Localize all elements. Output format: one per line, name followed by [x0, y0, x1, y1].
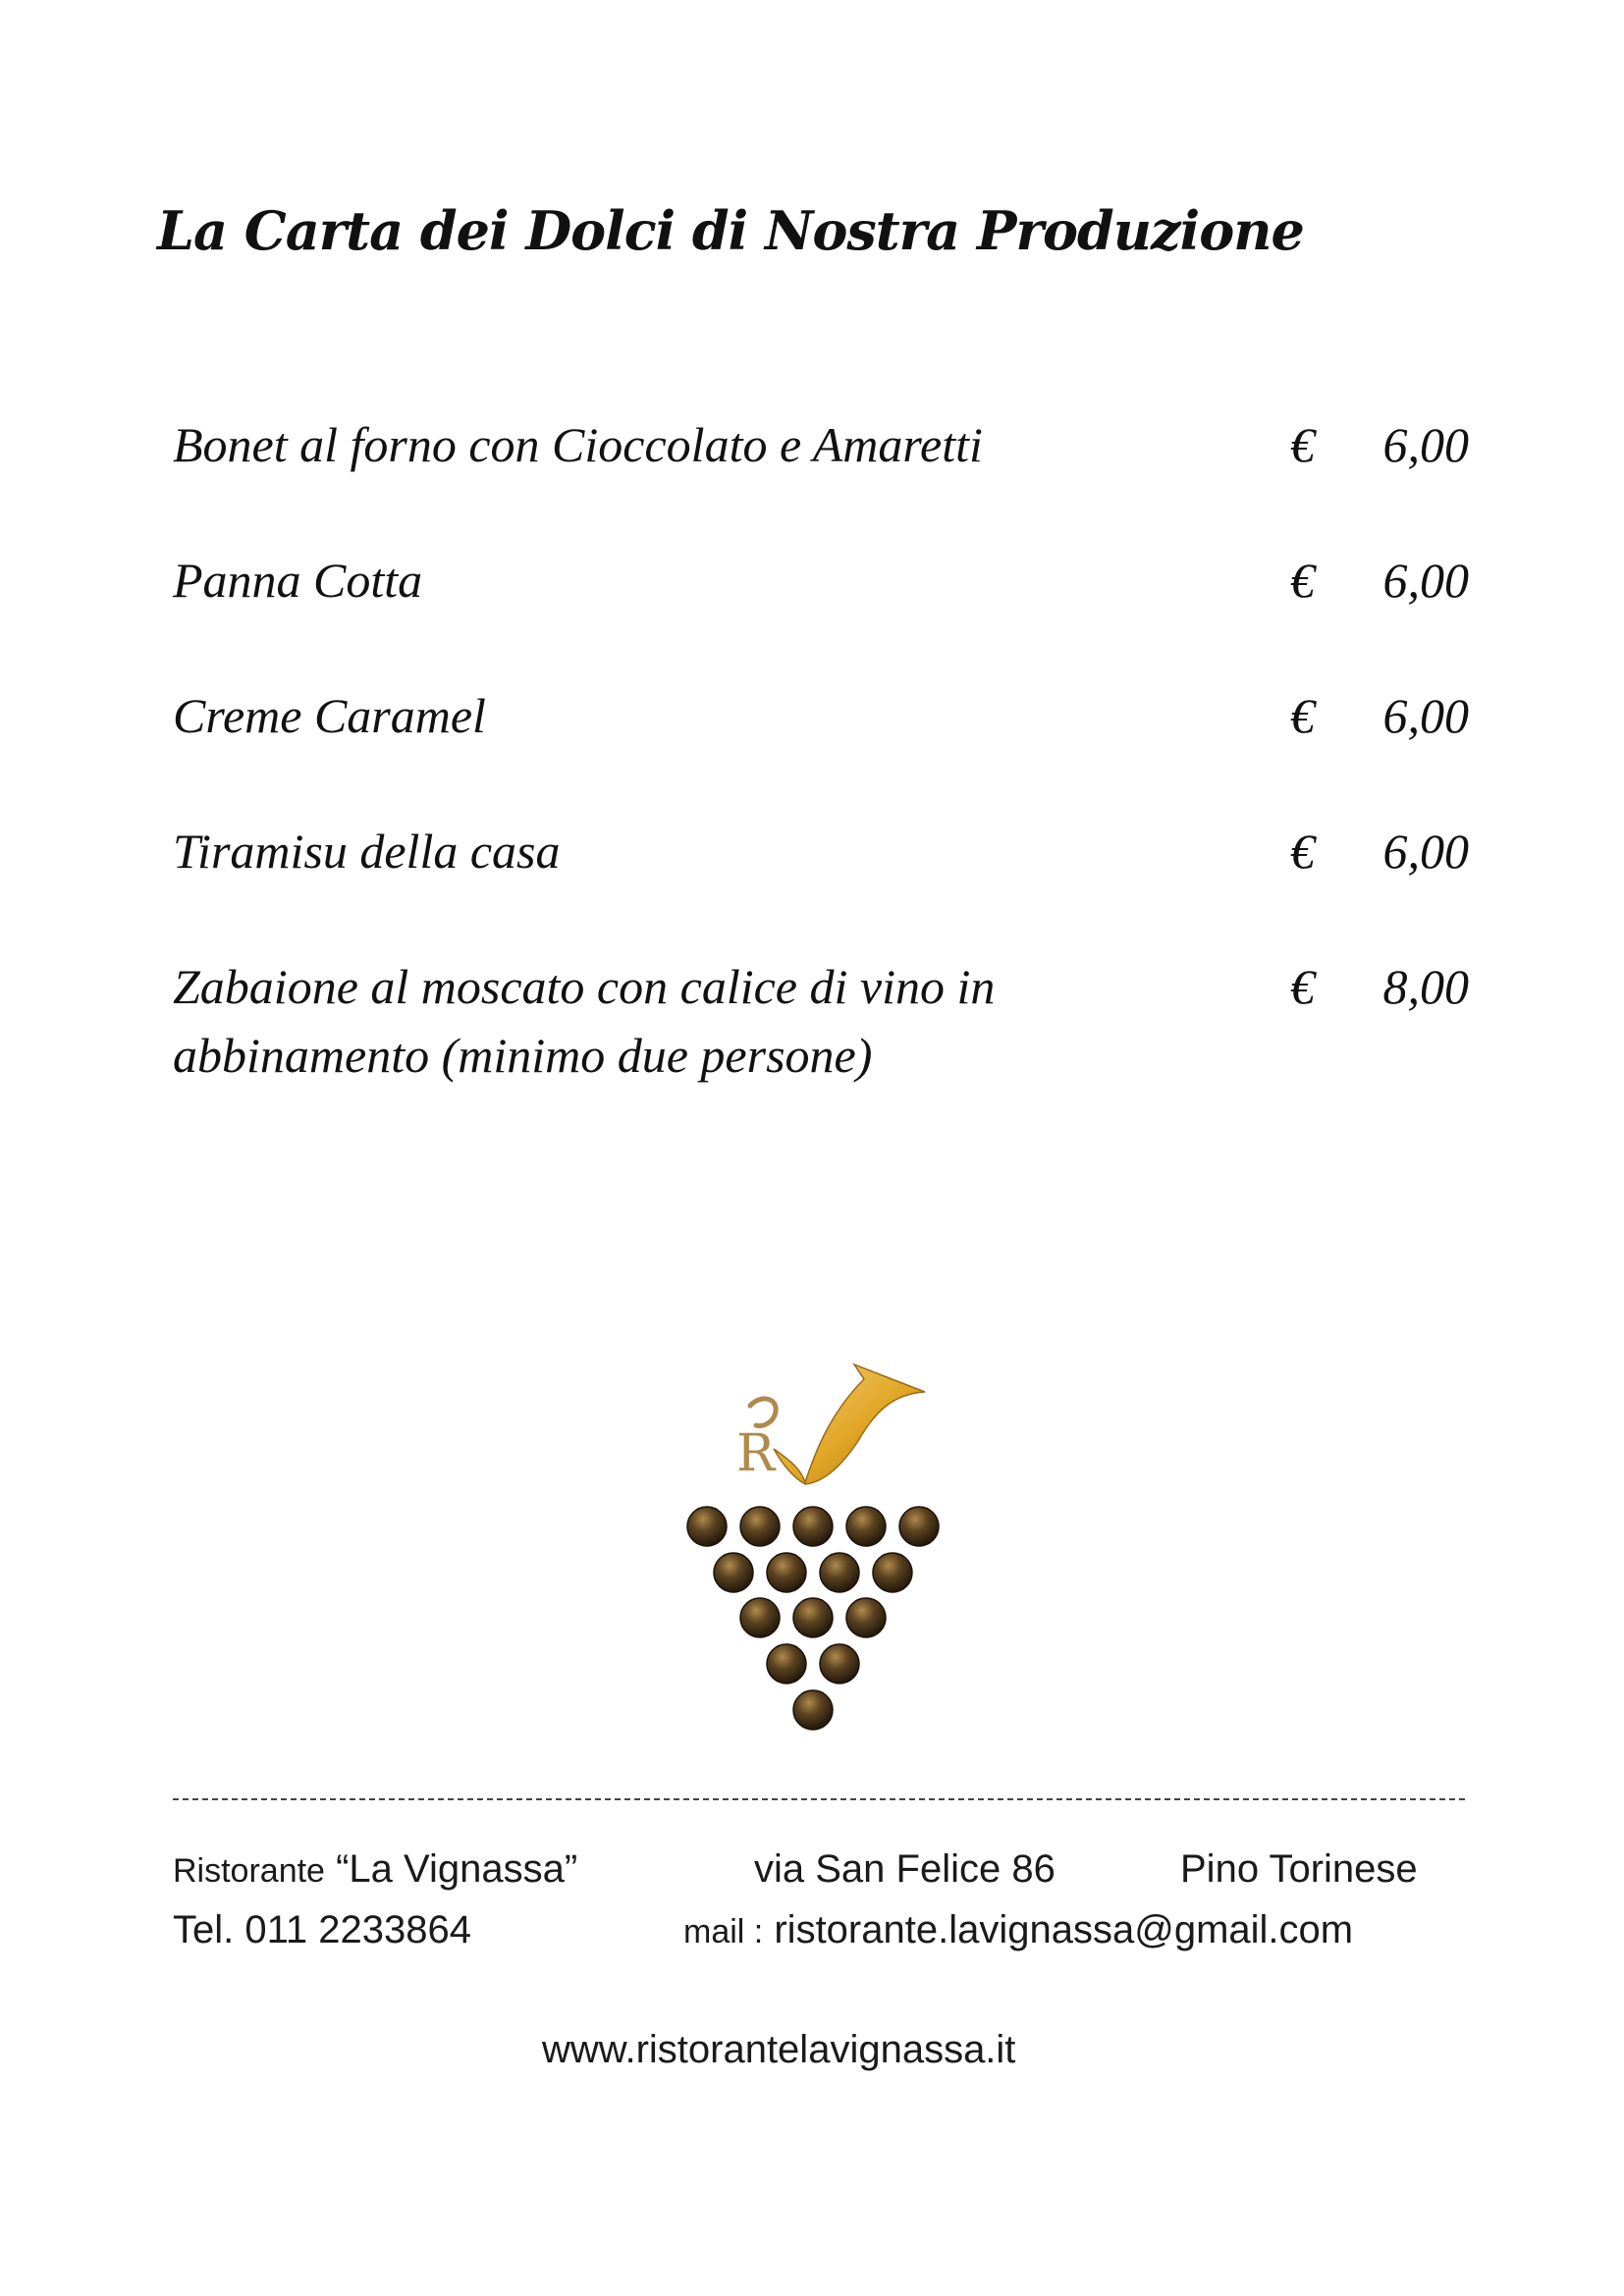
menu-item-price: 8,00 [1382, 959, 1469, 1014]
menu-title: La Carta dei Dolci di Nostra Produzione [157, 199, 1304, 262]
restaurant-phone: Tel. 011 2233864 [173, 1908, 471, 1951]
grape-berry-icon [767, 1644, 806, 1683]
grape-berry-icon [846, 1507, 886, 1546]
footer-divider [173, 1798, 1465, 1800]
grape-berries [687, 1507, 939, 1730]
menu-item-name: Zabaione al moscato con calice di vino in abbinamento (minimo due persone) [173, 959, 996, 1083]
grape-berry-icon [793, 1598, 833, 1637]
grape-berry-icon [846, 1598, 886, 1637]
menu-item-price: 6,00 [1382, 688, 1469, 743]
grape-berry-icon [873, 1553, 912, 1592]
restaurant-website[interactable]: www.ristorantelavignassa.it [542, 2028, 1016, 2071]
menu-item-name: Creme Caramel [173, 688, 486, 743]
grape-bunch-logo-icon [668, 1355, 962, 1747]
grape-berry-icon [767, 1553, 806, 1592]
menu-item-price: 6,00 [1382, 553, 1469, 608]
menu-item-currency: € [1290, 553, 1315, 608]
restaurant-name-line [173, 1843, 577, 1896]
restaurant-city: Pino Torinese [1180, 1847, 1418, 1891]
logo-leaf-swoosh-icon [774, 1364, 925, 1484]
menu-item-currency: € [1290, 959, 1315, 1014]
menu-item-name: Panna Cotta [173, 553, 423, 608]
grape-berry-icon [740, 1598, 780, 1637]
grape-berry-icon [714, 1553, 753, 1592]
grape-berry-icon [899, 1507, 939, 1546]
restaurant-email[interactable]: ristorante.lavignassa@gmail.com [774, 1908, 1354, 1951]
restaurant-prefix: Ristorante [173, 1852, 325, 1890]
menu-item-price: 6,00 [1382, 417, 1469, 472]
grape-berry-icon [820, 1553, 859, 1592]
restaurant-mail-line [683, 1904, 1353, 1957]
logo-letter-r-icon [736, 1399, 777, 1483]
grape-berry-icon [687, 1507, 727, 1546]
menu-item-name: Tiramisu della casa [173, 824, 561, 879]
menu-item-currency: € [1290, 417, 1315, 472]
menu-item-currency: € [1290, 824, 1315, 879]
grape-berry-icon [820, 1644, 859, 1683]
restaurant-name: “La Vignassa” [336, 1847, 578, 1891]
menu-item-price: 6,00 [1382, 824, 1469, 879]
mail-label: mail : [683, 1913, 764, 1950]
grape-berry-icon [793, 1690, 833, 1730]
menu-item-currency: € [1290, 688, 1315, 743]
grape-berry-icon [740, 1507, 780, 1546]
restaurant-address: via San Felice 86 [754, 1847, 1056, 1891]
menu-item-name: Bonet al forno con Cioccolato e Amaretti [173, 417, 983, 472]
svg-text:R: R [736, 1424, 776, 1483]
grape-berry-icon [793, 1507, 833, 1546]
